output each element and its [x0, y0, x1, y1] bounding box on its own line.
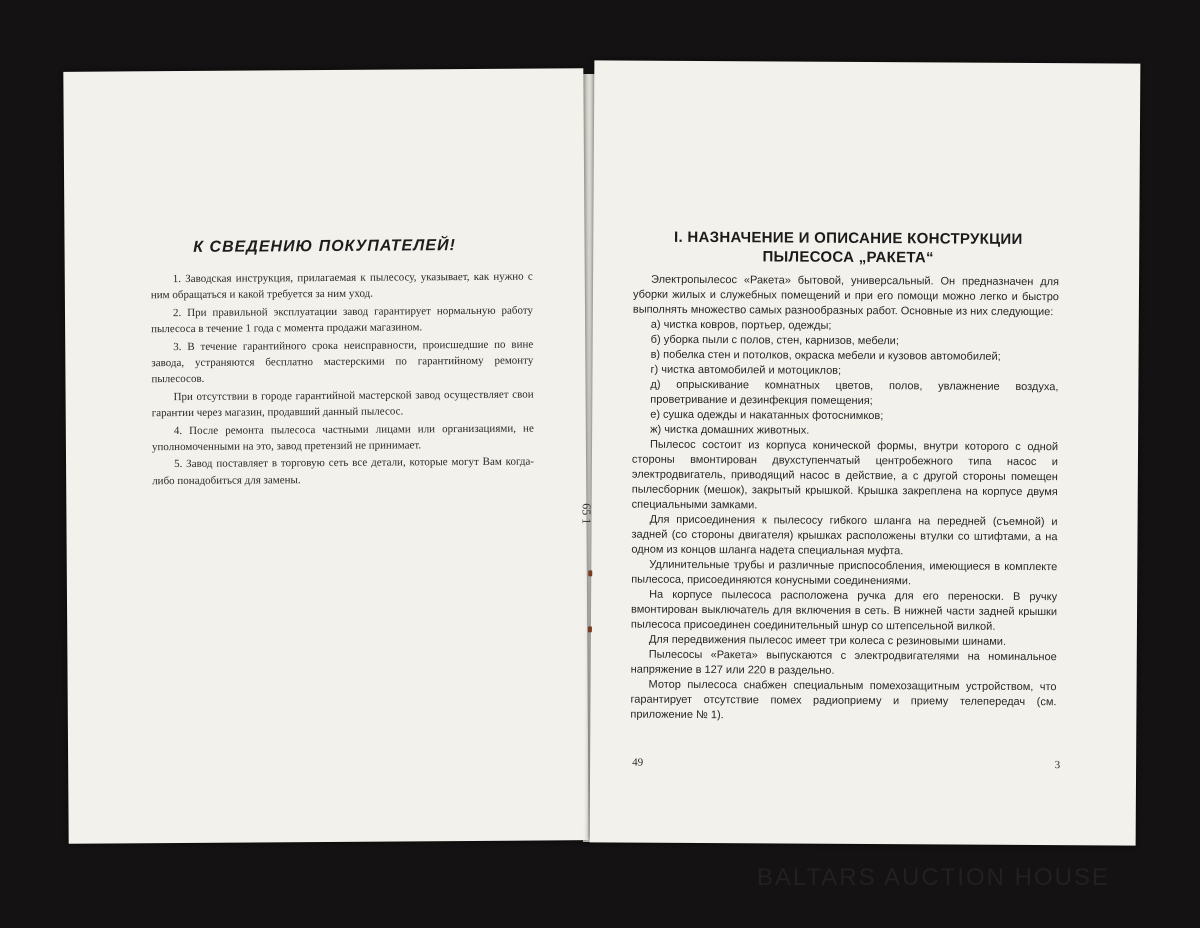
list-item: д) опрыскивание комнатных цветов, полов, увлажнение воздуха, проветривание и дезинфекция помещения; — [650, 378, 1059, 408]
left-paragraph: При отсутствии в городе гарантийной мастерской завод осуществляет свои гарантии через магазин, продавший данный пылесос. — [151, 388, 534, 420]
body-paragraph: Мотор пылесоса снабжен специальным помехозащитным устройством, что гарантирует отсутствие помех радиоприему и приему телепередач (см. приложение № 1). — [630, 678, 1057, 722]
list-item: б) уборка пыли с полов, стен, карнизов, мебели; — [650, 333, 899, 348]
body-paragraph: На корпусе пылесоса расположена ручка для его переноски. В ручку вмонтирован выключатель для включения в сеть. В нижней части задней крышки пылесоса присоединен соединительный шнур со штепсельной вилкой. — [630, 588, 1058, 633]
left-page-heading: К СВЕДЕНИЮ ПОКУПАТЕЛЕЙ! — [193, 237, 456, 256]
left-paragraph: 4. После ремонта пылесоса частными лицами или организациями, не уполномоченными на это, завод претензий не принимает. — [151, 422, 534, 454]
body-paragraph: Для передвижения пылесос имеет три колеса с резиновыми шинами. — [648, 633, 1007, 648]
body-paragraph: Пылесос состоит из корпуса конической формы, внутри которого с одной стороны вмонтирован двухступенчатый центробежного типа насос и электродвигатель, приводящий насос в действие, а с другой стороны помещен пылесборник (мешок), закрытый крышкой. Крышка закреплена на корпусе двумя специальными замками. — [631, 438, 1059, 512]
left-paragraph: 3. В течение гарантийного срока неисправности, происшедшие по вине завода, устраняются бесплатно мастерскими по гарантийному ремонту пылесосов. — [151, 338, 534, 386]
heading-line: I. НАЗНАЧЕНИЕ И ОПИСАНИЕ КОНСТРУКЦИИ — [673, 228, 1023, 248]
list-item: е) сушка одежды и накатанных фотоснимков; — [650, 408, 884, 423]
left-page — [63, 68, 588, 844]
body-paragraph: Для присоединения к пылесосу гибкого шланга на передней (съемной) и задней (со стороны двигателя) крышках расположены втулки со штифтами, а на одном из концов шланга надета специальная муфта. — [631, 513, 1058, 558]
right-page-heading — [629, 228, 1067, 269]
intro-paragraph: Электропылесос «Ракета» бытовой, универсальный. Он предназначен для уборки жилых и служебных помещений и при его помощи можно легко и быстро выполнять множество самых разнообразных работ. Основные из них следующие: — [632, 273, 1060, 319]
page-number-left: 49 — [632, 756, 644, 769]
left-page-body — [151, 269, 535, 491]
heading-line: ПЫЛЕСОСА „РАКЕТА“ — [762, 248, 934, 267]
right-page — [579, 60, 1141, 845]
auction-watermark: BALTARS AUCTION HOUSE — [756, 864, 1110, 891]
left-paragraph: 2. При правильной эксплуатации завод гарантирует нормальную работу пылесоса в течение 1 года с момента продажи магазином. — [151, 304, 534, 336]
list-item: г) чистка автомобилей и мотоциклов; — [650, 363, 842, 377]
list-item: ж) чистка домашних животных. — [650, 423, 810, 437]
binding-staple — [588, 570, 592, 576]
list-item: в) побелка стен и потолков, окраска мебели и кузовов автомобилей; — [650, 348, 1001, 363]
body-paragraph: Удлинительные трубы и различные приспособления, имеющиеся в комплекте пылесоса, присоединяются конусными соединениями. — [631, 558, 1058, 588]
page-number-right: 3 — [1054, 759, 1061, 772]
body-paragraph: Пылесосы «Ракета» выпускаются с электродвигателями на номинальное напряжение в 127 или 220 в раздельно. — [630, 648, 1057, 677]
left-paragraph: 5. Завод поставляет в торговую сеть все детали, которые могут Вам когда-либо понадобиться для замены. — [152, 456, 535, 488]
binding-staple — [588, 626, 592, 632]
right-page-body — [630, 273, 1059, 726]
margin-mark: 65 1 — [579, 503, 594, 525]
list-item: а) чистка ковров, портьер, одежды; — [650, 318, 832, 332]
left-paragraph: 1. Заводская инструкция, прилагаемая к пылесосу, указывает, как нужно с ним обращаться и какой требуется за ним уход. — [150, 270, 533, 302]
